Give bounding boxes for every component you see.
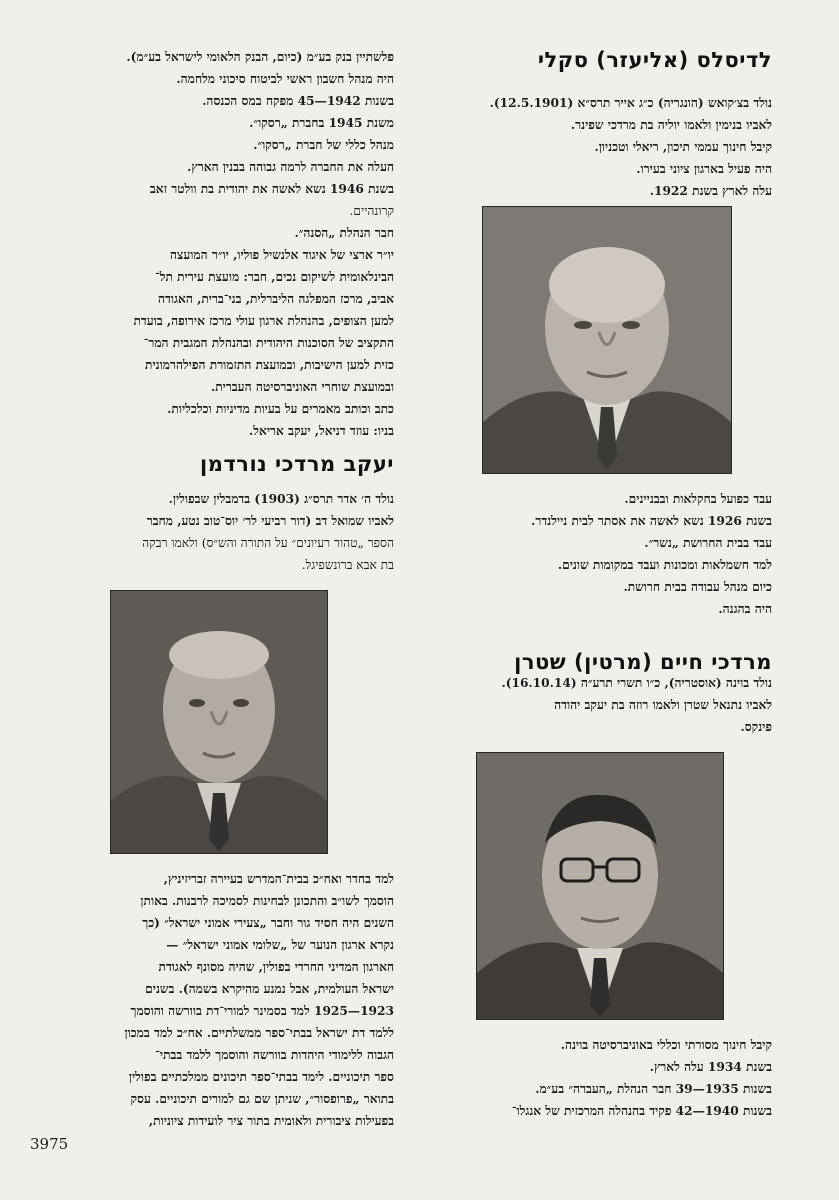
bio-line: בפעילות ציבורית ולאומית בתור ציר לועידות ציוניות, — [148, 1114, 394, 1128]
bio-line: בשנות 1935—39 חבר הנהלת „העברה״ בע״מ. — [535, 1082, 772, 1096]
bio-line: העלה את החברה לרמה גבוהה בבנין הארץ. — [187, 160, 394, 174]
bio-line: התקציב של הסוכנות היהודית ובהנהלת המגבית המר־ — [143, 336, 394, 350]
bio-line: לאביו בנימין ולאמו יוליה בת מרדכי שפינר. — [570, 118, 772, 132]
bio-line: נולד ה׳ אדר תרס״ג (1903) בדמבלין שבפולין. — [168, 492, 394, 506]
heading-sekeli: לדיסלס (אליעזר) סקלי — [537, 48, 772, 72]
bio-line: בשנת 1946 נשא לאשה את יהודית בת וולטר זאב — [149, 182, 394, 196]
bio-line: ישראל העולמית, אבל נמנע מהיקרא בשמה). בשנים — [145, 982, 394, 996]
bio-line: יו״ר ארצי של איגוד אלנשיל פוליו, יו״ר המועצה — [170, 248, 394, 262]
heading-nordman: יעקב מרדכי נורדמן — [200, 452, 394, 476]
bio-line: למען הצופים, בהנהלת ארגון עולי מרכז אירופה, בועדת — [133, 314, 394, 328]
heading-stern: מרדכי חיים (מרטין) שטרן — [514, 650, 772, 674]
bio-line: ובמועצת שוחרי האוניברסיטה העברית. — [210, 380, 394, 394]
bio-line: בשנת 1926 נשא לאשה את אסתר לבית ניילנדר. — [531, 514, 772, 528]
bio-line: מנהל כללי של חברת „רסקו״. — [253, 138, 394, 152]
bio-line: הספר „טהור רעיונים״ על התורה והש״ס) ולאמו רבקה — [142, 536, 394, 550]
bio-line: אביב, מרכז המפלגה הליברלית, בני־ברית, האגודה — [157, 292, 394, 306]
bio-line: עלה לארץ בשנת 1922. — [649, 184, 772, 198]
biography-nordman — [22, 452, 394, 476]
portrait-image — [483, 207, 731, 473]
bio-line: 1923—1925 למד בסמינר למורי־דת בוורשה והוסמך — [130, 1004, 394, 1018]
bio-line: בתואר „פרופסור״, שניתן שם גם למורים תיכוניים. עסק — [130, 1092, 394, 1106]
bio-line: הוסמך לשו״ב והתכונן לבחינות לסמיכה לרבנות. באותן — [140, 894, 394, 908]
portrait-photo-nordman — [110, 590, 328, 854]
continuation-previous-biography — [22, 46, 394, 442]
bio-line: לאביו שמואל דב (דור רביעי לר׳ יוס־טוב נטע, מחבר — [146, 514, 394, 528]
bio-line: לאביו נתנאל שטרן ולאמו רוזה בת יעקב יהודה — [554, 698, 772, 712]
bio-line: קרונהיים. — [349, 204, 394, 218]
bio-line: הגבוה ללימודי היהדות בוורשה והוסמך ללמד בבתי־ — [155, 1048, 394, 1062]
portrait-photo-stern — [476, 752, 724, 1020]
bio-line: בשנות 1940—42 פקיד בהנהלה המרכזית של אנגלו־ — [511, 1104, 772, 1118]
bio-line: כיום מנהל עבודה בבית חרושת. — [623, 580, 772, 594]
portrait-photo-sekeli — [482, 206, 732, 474]
biography-stern — [422, 650, 772, 674]
biography-sekeli — [422, 48, 772, 72]
bio-line: משנת 1945 בחברת „רסקו״. — [249, 116, 394, 130]
bio-line: קיבל חינוך מסורתי וכללי באוניברסיטה בוינה. — [560, 1038, 772, 1052]
page-number: 3975 — [30, 1135, 69, 1153]
sekeli-intro — [422, 92, 772, 202]
bio-line: פינקס. — [740, 720, 772, 734]
nordman-continued — [22, 868, 394, 1132]
bio-line: היה פעיל בארגון ציוני בעירו. — [636, 162, 772, 176]
bio-line: נולד בצ׳קואש (הונגריה) כ״ג אייר תרס״א (12.5.1901). — [489, 96, 772, 110]
bio-line: עבד כפועל בחקלאות ובבניינים. — [624, 492, 772, 506]
bio-line: הארגון המדיני החרדי בפולין, שהיה מסונף לאגודת — [158, 960, 394, 974]
bio-line: כזית למען הישיבות, ובמועצת התזמורת הפילהרמונית — [145, 358, 394, 372]
bio-line: עבד בבית החרושת „נשר״. — [644, 536, 772, 550]
sekeli-continued — [422, 488, 772, 620]
bio-line: נולד בוינה (אוסטריה), כ״ו תשרי תרע״ה (16.10.14). — [501, 676, 772, 690]
stern-continued — [422, 1034, 772, 1122]
stern-intro — [422, 672, 772, 738]
nordman-intro — [22, 488, 394, 576]
bio-line: קיבל חינוך עממי תיכון, ריאלי וטכניון. — [594, 140, 772, 154]
bio-line: ללמד דת ישראל בבתי־ספר ממשלתיים. אח״כ למד במכון — [124, 1026, 394, 1040]
bio-line: כתב וכותב מאמרים על בעיות מדיניות וכלכליות. — [167, 402, 394, 416]
bio-line: בניו: עוזד דניאל, יעקב אריאל. — [249, 424, 394, 438]
bio-line: פלשתיין בנק בע״מ (כיום, הבנק הלאומי לישראל בע״מ). — [126, 50, 394, 64]
bio-line: למד חשמלאות ומכונות ועבד במקומות שונים. — [557, 558, 772, 572]
bio-line: למד בחדר ואח״כ בבית־המדרש בעיירה זבריזיניץ, — [163, 872, 394, 886]
bio-line: בת אבא ברונשפיגל. — [301, 558, 394, 572]
bio-line: נקרא ארגון הנוער של „שלומי אמוני ישראל״ — — [166, 938, 394, 952]
bio-line: בשנת 1934 עלה לארץ. — [649, 1060, 772, 1074]
bio-line: ספר תיכוניים. לימד בבתי־ספר תיכונים ממלכתיים בפולין — [128, 1070, 394, 1084]
bio-line: היה בהגנה. — [718, 602, 772, 616]
portrait-image — [477, 753, 723, 1019]
bio-line: חבר הנהלת „הסנה״. — [294, 226, 394, 240]
portrait-image — [111, 591, 327, 853]
bio-line: היה מנהל חשבון ראשי לביטוח סיכוני מלחמה. — [176, 72, 394, 86]
bio-line: בשנות 1942—45 מפקח במס הכנסה. — [202, 94, 394, 108]
bio-line: השנים היה חסיד גור וחבר „צעירי אמוני ישראל״ (כך — [142, 916, 394, 930]
bio-line: הבינלאומית לשיקום נכים, חבר: מועצת עירית תל־ — [155, 270, 394, 284]
